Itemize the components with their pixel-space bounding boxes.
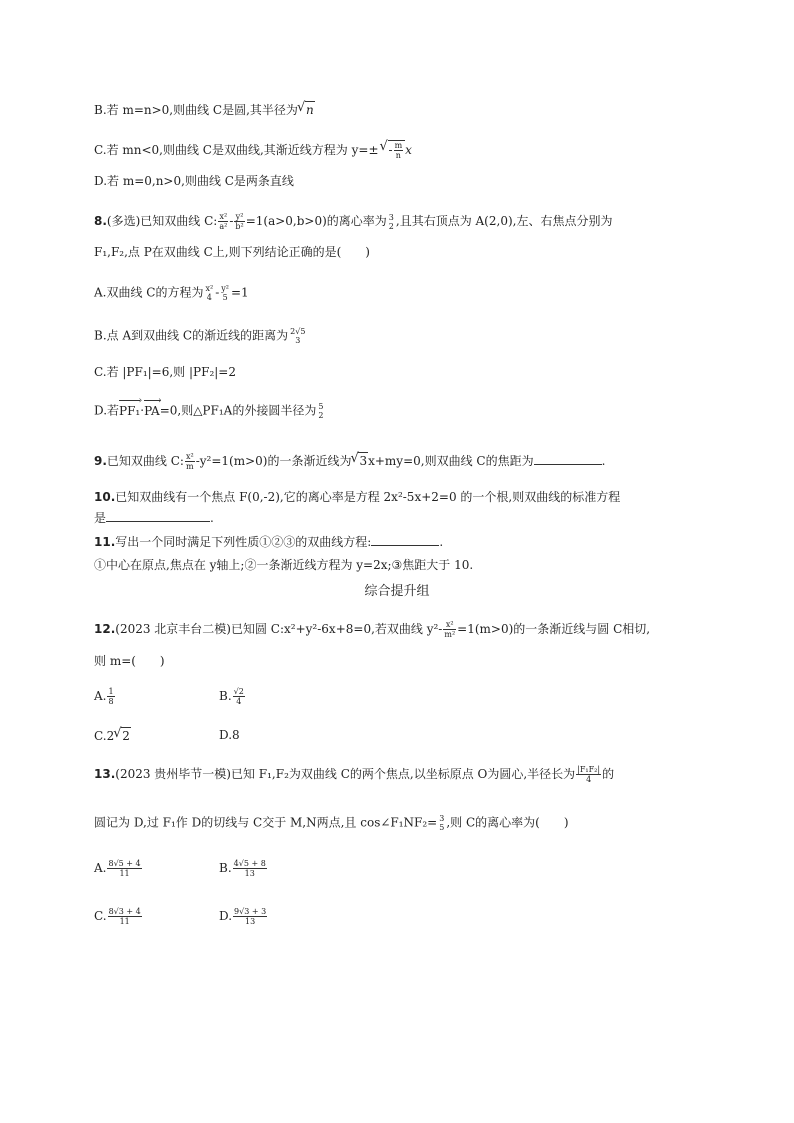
sqrt-n-radicand: n: [305, 103, 314, 117]
question-number: 11.: [94, 535, 116, 549]
q13-line2: [94, 814, 569, 832]
option-label: C.2: [94, 729, 115, 743]
q12-option-b: [219, 687, 246, 706]
q12-text: (2023 北京丰台二模)已知圆 C:x²+y²-6x+8=0,若双曲线 y²-: [115, 622, 443, 636]
option-label: B.: [219, 689, 232, 703]
q12-line2: 则 m=( ): [94, 654, 165, 668]
option-label: A.: [94, 689, 107, 703]
q13-line2-tail: ,则 C的离心率为( ): [446, 815, 569, 830]
option-fraction: [108, 907, 142, 926]
fraction-denominator: 13: [245, 917, 256, 926]
sqrt-minus-m-over-n: [388, 140, 406, 160]
period: .: [601, 454, 606, 468]
fraction-numerator: y²: [221, 284, 229, 293]
fraction-numerator: |F₁F₂|: [577, 765, 601, 774]
y2-over-b2: [234, 212, 244, 231]
q10-text: 已知双曲线有一个焦点 F(0,-2),它的离心率是方程 2x²-5x+2=0 的一个根,则双曲线的标准方程: [115, 490, 621, 504]
q8-tail: ,且其右顶点为 A(2,0),左、右焦点分别为: [395, 214, 613, 228]
fraction-numerator: 1: [108, 687, 114, 696]
fraction-denominator: 5: [439, 823, 445, 832]
fraction-denominator: 11: [119, 869, 130, 878]
fraction-numerator: x²: [185, 452, 194, 461]
fraction-denominator: 8: [108, 697, 114, 706]
q8-option-d: [94, 402, 325, 420]
q8-condition: =1(a>0,b>0)的离心率为: [245, 214, 387, 228]
option-label: A.: [94, 861, 107, 875]
fraction-denominator: m: [186, 462, 194, 471]
fraction-numerator: y²: [235, 212, 244, 221]
root2-over-4: [233, 687, 245, 706]
fraction-numerator: x²: [205, 284, 214, 293]
answer-blank[interactable]: [534, 464, 602, 465]
option-fraction: [233, 907, 267, 926]
minus-sign: -: [215, 285, 220, 300]
answer-blank[interactable]: [371, 545, 439, 546]
fraction-denominator: 3: [295, 336, 301, 345]
cos-fraction: [438, 814, 445, 832]
q8-option-b: [94, 327, 307, 345]
fraction-denominator: 4: [206, 293, 212, 302]
section-title: 综合提升组: [364, 584, 430, 599]
variable-x: x: [405, 143, 412, 157]
option-a-lead: A.双曲线 C的方程为: [94, 285, 204, 300]
q8-lead: (多选)已知双曲线 C:: [106, 214, 218, 228]
q13-tail: 的: [602, 767, 615, 781]
q12-option-c: [94, 727, 131, 744]
fraction-denominator: 11: [119, 917, 130, 926]
q9-lead: 已知双曲线 C:: [106, 454, 184, 468]
q10-line2: [94, 510, 214, 526]
option-d-lead: D.若: [94, 403, 120, 418]
option-fraction: [233, 859, 267, 878]
option-fraction: [107, 859, 141, 878]
y2-over-5: [220, 284, 230, 302]
m-over-n-fraction: [394, 141, 404, 160]
radius-fraction: [576, 765, 601, 784]
q7-option-b-text: B.若 m=n>0,则曲线 C是圆,其半径为: [94, 103, 298, 117]
x2-over-4: [204, 284, 214, 302]
q10-stem: [94, 489, 620, 505]
distance-fraction: [289, 327, 306, 345]
q9-stem: [94, 452, 605, 471]
fraction-numerator: 9√3 + 3: [234, 907, 267, 916]
q11-stem: [94, 534, 443, 550]
period: .: [439, 535, 444, 549]
minus-sign: -: [388, 143, 393, 157]
fraction-numerator: 4√5 + 8: [233, 859, 266, 868]
fraction-numerator: 2√5: [290, 327, 306, 336]
question-number: 10.: [94, 490, 116, 504]
minus-sign: -: [229, 214, 234, 228]
dot-operator: ·: [140, 403, 145, 418]
fraction-denominator: a²: [219, 222, 228, 231]
sqrt-n: [305, 101, 315, 118]
q12-option-d: D.8: [219, 728, 240, 742]
fraction-numerator: 3: [388, 212, 394, 222]
fraction-numerator: √2: [233, 687, 244, 696]
q9-mid: -y²=1(m>0)的一条渐近线为: [195, 454, 352, 468]
x2-over-m: [185, 452, 195, 471]
q10-line2-text: 是: [94, 511, 107, 525]
vector-pf1: PF₁ ›: [119, 403, 140, 419]
fraction-denominator: 4: [586, 775, 592, 784]
fraction-numerator: x²: [219, 212, 228, 221]
answer-blank[interactable]: [106, 521, 210, 522]
equals-one: =1: [231, 285, 249, 300]
one-eighth: [107, 687, 114, 706]
q12-option-a: [94, 687, 116, 706]
q12-tail: =1(m>0)的一条渐近线与圆 C相切,: [457, 622, 651, 636]
q13-option-a: [94, 859, 143, 878]
q13-option-d: [219, 907, 268, 926]
fraction-denominator: 13: [244, 869, 255, 878]
q8-option-a: [94, 284, 249, 302]
q7-option-d: D.若 m=0,n>0,则曲线 C是两条直线: [94, 174, 294, 188]
period: .: [210, 511, 214, 525]
q13-option-b: [219, 859, 268, 878]
option-label: B.: [219, 861, 232, 875]
sqrt-radicand: 3: [359, 454, 368, 468]
vector-pa: PA ›: [144, 403, 160, 419]
sqrt-2: [121, 727, 131, 744]
fraction-denominator: m²: [444, 630, 456, 639]
q13-option-c: [94, 907, 143, 926]
q13-line2-text: 圆记为 D,过 F₁作 D的切线与 C交于 M,N两点,且 cos∠F₁NF₂=: [94, 815, 438, 830]
radius-fraction: [317, 402, 324, 420]
option-d-mid: =0,则△PF₁A的外接圆半径为: [159, 403, 317, 418]
question-number: 8.: [94, 214, 107, 228]
fraction-numerator: x²: [443, 620, 456, 630]
question-number: 9.: [94, 454, 107, 468]
q11-properties: ①中心在原点,焦点在 y轴上;②一条渐近线方程为 y=2x;③焦距大于 10.: [94, 558, 474, 572]
fraction-numerator: m: [394, 141, 403, 150]
option-label: C.: [94, 909, 107, 923]
fraction-denominator: n: [395, 151, 401, 160]
q13-text: (2023 贵州毕节一模)已知 F₁,F₂为双曲线 C的两个焦点,以坐标原点 O为圆心,半径长为: [115, 767, 576, 781]
q13-stem: [94, 765, 614, 784]
question-number: 12.: [94, 622, 116, 636]
fraction-denominator: 4: [236, 697, 242, 706]
option-b-lead: B.点 A到双曲线 C的渐近线的距离为: [94, 328, 289, 343]
q7-option-b: [94, 101, 315, 118]
sqrt-radicand: 2: [122, 729, 130, 743]
option-label: D.: [219, 909, 233, 923]
fraction-denominator: 2: [388, 221, 394, 231]
q12-stem: [94, 620, 650, 639]
fraction-denominator: 5: [222, 293, 228, 302]
x2-over-a2: [218, 212, 228, 231]
fraction-denominator: 2: [318, 411, 324, 420]
q7-option-c: [94, 140, 412, 160]
sqrt-3: [358, 452, 368, 469]
q11-text: 写出一个同时满足下列性质①②③的双曲线方程:: [115, 535, 372, 549]
q8-option-c: C.若 |PF₁|=6,则 |PF₂|=2: [94, 365, 236, 379]
fraction-numerator: 5: [318, 402, 324, 411]
q9-tail: x+my=0,则双曲线 C的焦距为: [368, 454, 534, 468]
fraction-numerator: 3: [439, 814, 445, 823]
q7-option-c-text: C.若 mn<0,则曲线 C是双曲线,其渐近线方程为 y=±: [94, 143, 379, 157]
fraction-numerator: 8√5 + 4: [108, 859, 141, 868]
x2-over-m2: [443, 620, 456, 639]
fraction-denominator: b²: [235, 222, 244, 231]
q8-stem: [94, 212, 612, 231]
fraction-numerator: 8√3 + 4: [108, 907, 141, 916]
q8-line2: F₁,F₂,点 P在双曲线 C上,则下列结论正确的是( ): [94, 245, 370, 259]
eccentricity-fraction: [388, 213, 395, 231]
question-number: 13.: [94, 767, 116, 781]
